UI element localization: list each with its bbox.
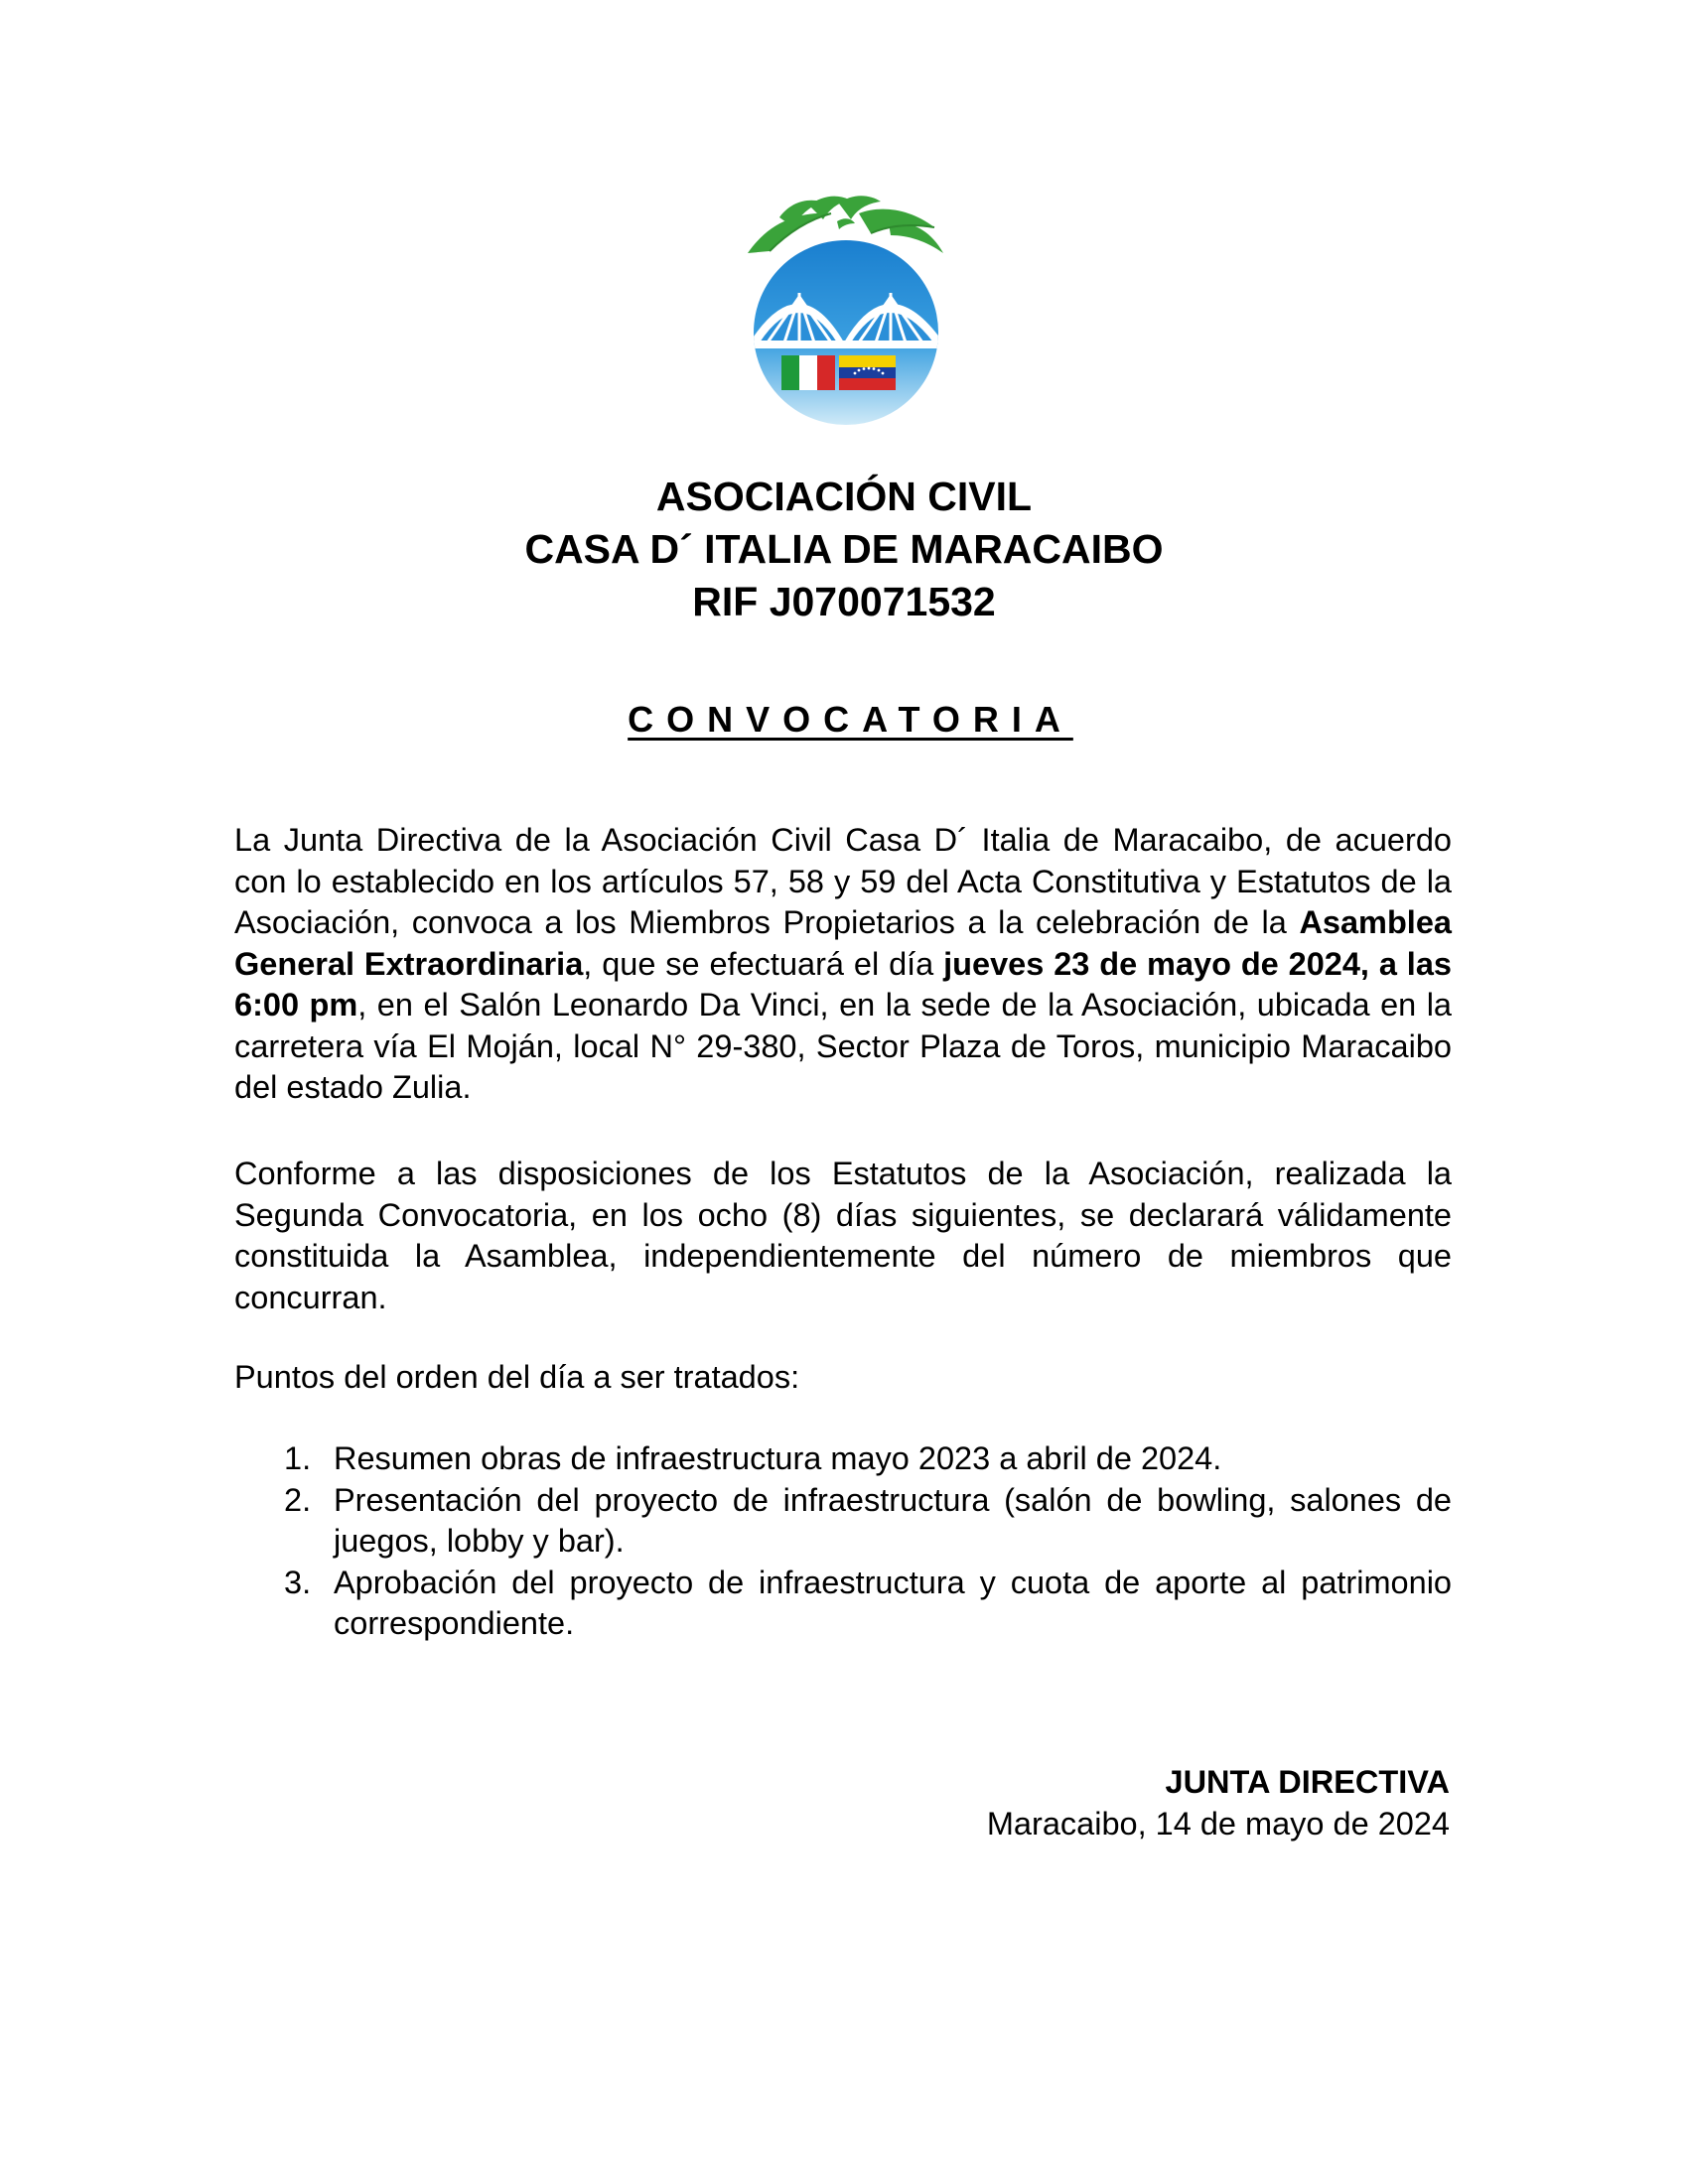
header-line-2: CASA D´ ITALIA DE MARACAIBO (524, 526, 1164, 572)
paragraph-convocation (234, 820, 1452, 1109)
paragraph-second-convocation: Conforme a las disposiciones de los Estatutos de la Asociación, realizada la Segunda Convocatoria, en los ocho (8) días siguientes, se declarará válidamente constituida la Asamblea, independientemente del número de miembros que concurran. (234, 1156, 1452, 1315)
agenda-item-number: 2. (284, 1481, 312, 1518)
document-title-text: CONVOCATORIA (628, 699, 1073, 740)
paragraph-agenda-intro: Puntos del orden del día a ser tratados: (234, 1359, 800, 1395)
paragraph-1-part-1: La Junta Directiva de la Asociación Civil Casa D´ Italia de Maracaibo, de acuerdo con lo establecido en los artículos 57, 58 y 59 del Acta Constitutiva y Estatutos de la Asociación, convoca a los Miembros Propietarios a la celebración de la (234, 822, 1452, 940)
agenda-list (234, 1438, 1452, 1645)
agenda-item (234, 1563, 1452, 1645)
agenda-item-text: Aprobación del proyecto de infraestructura y cuota de aporte al patrimonio correspondiente. (334, 1564, 1452, 1641)
agenda-item-number: 3. (284, 1564, 312, 1600)
agenda-item-text: Resumen obras de infraestructura mayo 2023 a abril de 2024. (334, 1440, 1222, 1476)
assembly-date-time: jueves 23 de mayo de 2024, a las 6:00 pm (234, 945, 1452, 1023)
casa-ditalia-logo-icon (740, 194, 953, 427)
agenda-item-number: 1. (284, 1440, 312, 1476)
organization-header (0, 471, 1688, 628)
signature-title: JUNTA DIRECTIVA (1165, 1764, 1450, 1800)
agenda-item (234, 1438, 1452, 1480)
agenda-item (234, 1480, 1452, 1563)
paragraph-1-part-2: , que se efectuará el día (583, 945, 944, 982)
document-title (0, 699, 1688, 741)
paragraph-1-part-3: , en el Salón Leonardo Da Vinci, en la sede de la Asociación, ubicada en la carretera vía El Moján, local N° 29-380, Sector Plaza de Toros, municipio Maracaibo del estado Zulia. (234, 987, 1453, 1105)
header-line-1: ASOCIACIÓN CIVIL (655, 474, 1033, 519)
header-line-3: RIF J070071532 (692, 579, 996, 624)
signature-block (987, 1762, 1450, 1844)
assembly-name: Asamblea General Extraordinaria (234, 904, 1452, 982)
agenda-item-text: Presentación del proyecto de infraestructura (salón de bowling, salones de juegos, lobby y bar). (334, 1481, 1452, 1559)
signature-place-date: Maracaibo, 14 de mayo de 2024 (986, 1805, 1450, 1842)
